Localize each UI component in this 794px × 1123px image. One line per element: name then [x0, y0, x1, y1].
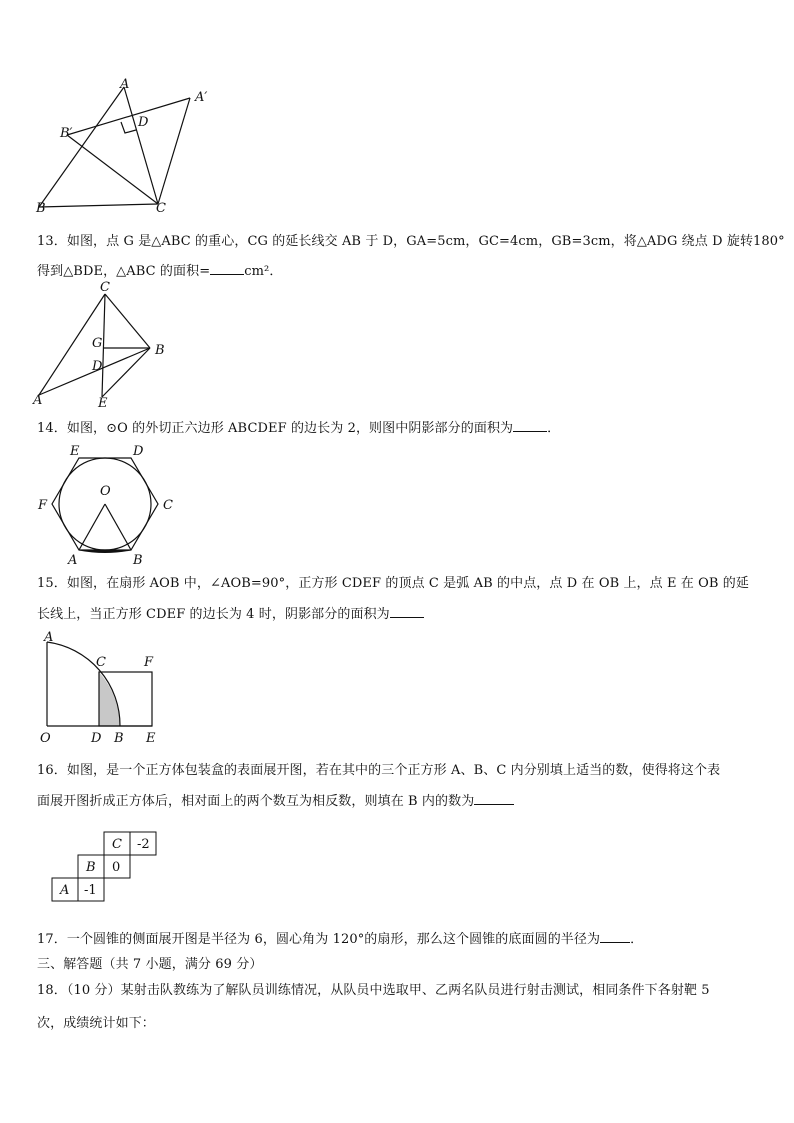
q15-label-F: F	[144, 655, 154, 670]
q13-label-C: C	[100, 280, 110, 295]
q15-label-A: A	[44, 630, 54, 645]
q14-label-D: D	[133, 444, 144, 459]
label-B-prime: B′	[60, 126, 73, 141]
q13-label-A: A	[33, 393, 43, 408]
answer-blank	[390, 605, 424, 618]
q15-label-C: C	[96, 655, 106, 670]
q14-label-A: A	[68, 553, 78, 568]
q13-text: 得到△BDE，△ABC 的面积=	[37, 264, 211, 279]
q13-label-D: D	[92, 359, 103, 374]
figure-q12	[30, 76, 230, 221]
q14-line	[37, 417, 560, 436]
figure-q13	[30, 280, 180, 410]
q15-label-E: E	[146, 731, 156, 746]
label-A: A	[120, 77, 130, 92]
net-A: A	[60, 883, 70, 898]
q15-line2	[37, 603, 424, 622]
answer-blank	[210, 262, 244, 275]
figure-q16-net	[50, 830, 165, 910]
label-A-prime: A′	[195, 90, 208, 105]
net-C: C	[112, 837, 122, 852]
q17-end: ．	[630, 932, 644, 947]
q14-text: 14．如图，⊙O 的外切正六边形 ABCDEF 的边长为 2，则图中阴影部分的面积为	[37, 421, 514, 436]
q17-text: 17．一个圆锥的侧面展开图是半径为 6，圆心角为 120°的扇形，那么这个圆锥的底面圆的半径为	[37, 932, 601, 947]
label-D: D	[138, 115, 149, 130]
q15-label-D: D	[91, 731, 102, 746]
q15-text: 长线上，当正方形 CDEF 的边长为 4 时，阴影部分的面积为	[37, 607, 390, 622]
q18-line2: 次，成绩统计如下：	[37, 1016, 155, 1031]
q14-end: ．	[547, 421, 561, 436]
q16-line2	[37, 790, 514, 809]
q13-line2	[37, 260, 282, 279]
q17-line	[37, 928, 643, 947]
q14-label-E: E	[70, 444, 80, 459]
net-zero: 0	[112, 860, 121, 875]
label-B: B	[36, 201, 46, 216]
answer-blank	[600, 930, 630, 943]
answer-blank	[474, 792, 514, 805]
q14-label-F: F	[38, 498, 48, 513]
q15-label-B: B	[114, 731, 124, 746]
figure-q14	[30, 440, 190, 570]
q13-unit: cm²．	[244, 264, 283, 279]
q13-label-E: E	[98, 396, 108, 410]
q15-line1: 15．如图，在扇形 AOB 中，∠AOB=90°，正方形 CDEF 的顶点 C 是弧 AB 的中点，点 D 在 OB 上，点 E 在 OB 的延	[37, 576, 749, 591]
q14-label-O: O	[100, 484, 111, 499]
section-title: 三、解答题（共 7 小题，满分 69 分）	[37, 957, 263, 972]
label-C: C	[156, 201, 166, 216]
q16-line1: 16．如图，是一个正方体包装盒的表面展开图，若在其中的三个正方形 A、B、C 内分别填上适当的数，使得将这个表	[37, 763, 721, 778]
q15-label-O: O	[40, 731, 51, 746]
q14-label-C: C	[163, 498, 173, 513]
q13-label-G: G	[92, 336, 103, 351]
answer-blank	[513, 419, 547, 432]
q14-label-B: B	[133, 553, 143, 568]
q13-label-B: B	[155, 343, 165, 358]
q18-line1: 18．（10 分）某射击队教练为了解队员训练情况，从队员中选取甲、乙两名队员进行射击测试，相同条件下各射靶 5	[37, 983, 710, 998]
figure-q15	[36, 630, 166, 750]
net-B: B	[86, 860, 96, 875]
q13-line1: 13．如图，点 G 是△ABC 的重心，CG 的延长线交 AB 于 D，GA=5cm，GC=4cm，GB=3cm，将△ADG 绕点 D 旋转180°	[37, 234, 785, 249]
net-minus1: -1	[84, 883, 97, 898]
net-minus2: -2	[137, 837, 150, 852]
q16-text: 面展开图折成正方体后，相对面上的两个数互为相反数，则填在 B 内的数为	[37, 794, 475, 809]
